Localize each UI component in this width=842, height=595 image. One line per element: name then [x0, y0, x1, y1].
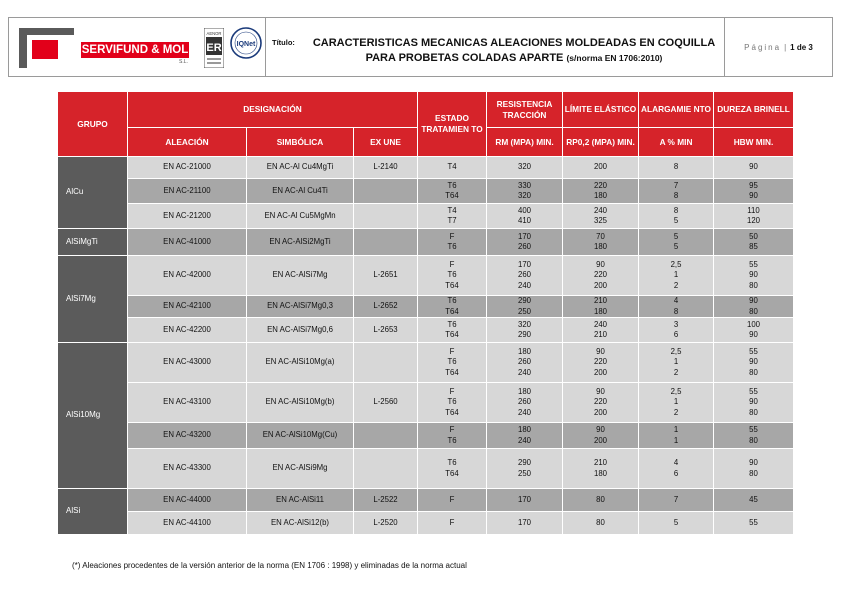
aleacion-cell: EN AC-43100: [128, 383, 247, 423]
a-cell: [639, 423, 714, 449]
estado-cell: [418, 296, 487, 318]
hbw-cell: [714, 157, 794, 179]
hbw-cell: [714, 489, 794, 512]
rp-cell: [563, 449, 639, 489]
estado-cell: [418, 204, 487, 229]
a-cell: [639, 383, 714, 423]
header-ex-une: EX UNE: [354, 128, 418, 157]
iqnet-label: IQNet: [236, 41, 256, 48]
a-cell: [639, 179, 714, 204]
table-row: [58, 296, 794, 318]
logo-area: [9, 18, 266, 76]
rp-value: 240: [594, 205, 608, 215]
aleacion-cell: EN AC-43000: [128, 343, 247, 383]
rp-cell: [563, 256, 639, 296]
document-header: [8, 17, 833, 77]
brand-suffix: S.L.: [179, 59, 188, 65]
estado-cell: [418, 318, 487, 343]
rp-value: 90: [596, 386, 605, 396]
hbw-value: 90: [749, 270, 758, 280]
rm-value: 260: [518, 357, 532, 367]
simbolica-cell: EN AC-AlSi11: [247, 489, 354, 512]
rm-cell: [487, 204, 563, 229]
hbw-value: 90: [749, 458, 758, 467]
rm-value: 260: [518, 270, 532, 280]
table-row: [58, 449, 794, 489]
estado-value: T6: [447, 435, 457, 445]
header-resistencia: RESISTENCIA TRACCIÓN: [487, 92, 563, 128]
rm-value: 240: [518, 280, 532, 290]
rp-value: 180: [594, 468, 608, 478]
a-cell: [639, 512, 714, 535]
rp-cell: [563, 512, 639, 535]
estado-value: T6: [447, 180, 457, 190]
aleacion-cell: EN AC-42200: [128, 318, 247, 343]
rm-value: 330: [518, 180, 532, 190]
rp-value: 180: [594, 191, 608, 200]
rm-value: 240: [518, 435, 532, 445]
simbolica-cell: EN AC-Al Cu4MgTi: [247, 157, 354, 179]
estado-cell: [418, 423, 487, 449]
hbw-value: 90: [749, 397, 758, 407]
hbw-value: 100: [747, 319, 761, 329]
table-row: [58, 179, 794, 204]
rm-value: 320: [518, 162, 532, 172]
hbw-value: 55: [749, 386, 758, 396]
header-aleacion: ALEACIÓN: [128, 128, 247, 157]
aleacion-cell: EN AC-21100: [128, 179, 247, 204]
rp-value: 210: [594, 296, 608, 305]
brand-name: SERVIFUND & MOL: [81, 44, 189, 56]
ex-une-cell: L-2651: [354, 256, 418, 296]
table-row: [58, 343, 794, 383]
hbw-value: 45: [749, 494, 758, 504]
a-value: 8: [673, 306, 679, 316]
rp-cell: [563, 179, 639, 204]
a-value: 2: [673, 407, 679, 417]
rp-value: 180: [594, 306, 608, 316]
table-row: [58, 256, 794, 296]
title-line-2: [304, 51, 724, 66]
estado-value: F: [449, 259, 455, 269]
hbw-value: 55: [749, 517, 758, 527]
estado-value: T6: [447, 357, 457, 367]
hbw-value: 90: [749, 357, 758, 367]
estado-value: F: [449, 494, 455, 504]
simbolica-cell: EN AC-AlSi7Mg: [247, 256, 354, 296]
a-cell: [639, 343, 714, 383]
estado-value: T4: [447, 162, 457, 172]
group-cell: AlCu: [58, 157, 128, 229]
aleacion-cell: EN AC-41000: [128, 229, 247, 256]
aleacion-cell: EN AC-42100: [128, 296, 247, 318]
a-cell: [639, 296, 714, 318]
rm-cell: [487, 512, 563, 535]
estado-value: T6: [447, 397, 457, 407]
hbw-value: 80: [749, 407, 758, 417]
rm-cell: [487, 489, 563, 512]
estado-value: T6: [447, 270, 457, 280]
footnote: (*) Aleaciones procedentes de la versión anterior de la norma (EN 1706 : 1998) y eliminadas de la norma actual: [72, 561, 467, 570]
rm-value: 240: [518, 367, 532, 377]
hbw-value: 95: [749, 180, 758, 190]
rp-value: 220: [594, 397, 608, 407]
a-value: 2,5: [670, 259, 682, 269]
rm-cell: [487, 296, 563, 318]
ex-une-cell: L-2653: [354, 318, 418, 343]
alloy-properties-table: [57, 91, 794, 535]
rp-cell: [563, 489, 639, 512]
a-cell: [639, 157, 714, 179]
rp-value: 80: [596, 517, 605, 527]
rm-value: 290: [518, 330, 532, 339]
a-value: 5: [673, 517, 679, 527]
estado-value: T6: [447, 296, 457, 305]
hbw-value: 110: [747, 205, 760, 215]
group-cell: AlSi10Mg: [58, 343, 128, 489]
title-line-2-text: PARA PROBETAS COLADAS APARTE: [365, 52, 564, 64]
aleacion-cell: EN AC-44000: [128, 489, 247, 512]
rp-value: 210: [594, 330, 608, 339]
simbolica-cell: EN AC-AlSi10Mg(Cu): [247, 423, 354, 449]
a-value: 2: [673, 367, 679, 377]
a-value: 1: [673, 435, 679, 445]
estado-value: F: [449, 517, 455, 527]
hbw-value: 80: [749, 280, 758, 290]
hbw-value: 90: [749, 330, 758, 339]
hbw-cell: [714, 423, 794, 449]
estado-value: T64: [445, 191, 459, 200]
rm-value: 410: [518, 216, 532, 225]
hbw-cell: [714, 256, 794, 296]
servifund-logo-icon: [19, 28, 74, 68]
estado-value: F: [449, 346, 455, 356]
a-value: 1: [673, 425, 679, 434]
aleacion-cell: EN AC-43200: [128, 423, 247, 449]
a-value: 1: [673, 270, 679, 280]
rm-value: 180: [518, 425, 532, 434]
table-row: [58, 229, 794, 256]
rm-value: 250: [518, 306, 532, 316]
a-value: 8: [673, 205, 679, 215]
simbolica-cell: EN AC-AlSi10Mg(b): [247, 383, 354, 423]
rm-cell: [487, 179, 563, 204]
rm-cell: [487, 383, 563, 423]
estado-cell: [418, 449, 487, 489]
rm-value: 320: [518, 319, 532, 329]
ex-une-cell: [354, 449, 418, 489]
rp-cell: [563, 343, 639, 383]
a-cell: [639, 204, 714, 229]
estado-cell: [418, 343, 487, 383]
hbw-value: 85: [749, 242, 758, 251]
a-value: 8: [673, 191, 679, 200]
hbw-value: 55: [749, 259, 758, 269]
hbw-cell: [714, 318, 794, 343]
table-row: [58, 383, 794, 423]
rp-value: 90: [596, 425, 605, 434]
hbw-cell: [714, 343, 794, 383]
rp-value: 90: [596, 346, 605, 356]
rp-cell: [563, 318, 639, 343]
estado-cell: [418, 383, 487, 423]
simbolica-cell: EN AC-AlSi12(b): [247, 512, 354, 535]
aenor-er-badge-icon: [204, 28, 224, 68]
page-number: 1 de 3: [790, 42, 813, 52]
header-limite: LÍMITE ELÁSTICO: [563, 92, 639, 128]
rp-cell: [563, 296, 639, 318]
rm-cell: [487, 423, 563, 449]
header-dureza: DUREZA BRINELL: [714, 92, 794, 128]
a-value: 2,5: [670, 386, 682, 396]
hbw-value: 120: [747, 216, 761, 225]
hbw-cell: [714, 229, 794, 256]
header-estado: ESTADO TRATAMIEN TO: [418, 92, 487, 157]
rp-value: 200: [594, 162, 608, 172]
rp-value: 325: [594, 216, 608, 225]
rp-cell: [563, 383, 639, 423]
rp-value: 220: [594, 270, 608, 280]
rm-value: 180: [518, 346, 532, 356]
estado-value: T7: [447, 216, 457, 225]
a-value: 8: [673, 162, 679, 172]
rm-value: 170: [518, 494, 532, 504]
title-norm: (s/norma EN 1706:2010): [566, 53, 663, 63]
estado-cell: [418, 489, 487, 512]
a-cell: [639, 489, 714, 512]
hbw-value: 55: [749, 346, 758, 356]
rm-cell: [487, 256, 563, 296]
aenor-label: AENOR: [206, 31, 222, 36]
group-cell: AlSi: [58, 489, 128, 535]
hbw-value: 90: [749, 296, 758, 305]
rm-cell: [487, 449, 563, 489]
aleacion-cell: EN AC-21000: [128, 157, 247, 179]
table-row: [58, 157, 794, 179]
a-value: 6: [673, 468, 679, 478]
rm-value: 320: [518, 191, 532, 200]
estado-value: T6: [447, 458, 457, 467]
table-body: [58, 157, 794, 535]
er-label: ER: [206, 42, 222, 54]
rm-value: 180: [518, 386, 532, 396]
table-row: [58, 423, 794, 449]
ex-une-cell: [354, 423, 418, 449]
estado-value: T64: [445, 280, 459, 290]
hbw-value: 80: [749, 468, 758, 478]
a-cell: [639, 318, 714, 343]
a-value: 1: [673, 357, 679, 367]
rm-value: 170: [518, 517, 532, 527]
a-value: 6: [673, 330, 679, 339]
estado-value: T64: [445, 468, 459, 478]
document-title: [304, 36, 724, 66]
simbolica-cell: EN AC-Al Cu4Ti: [247, 179, 354, 204]
estado-cell: [418, 229, 487, 256]
rm-value: 400: [518, 205, 532, 215]
hbw-cell: [714, 449, 794, 489]
estado-value: F: [449, 386, 455, 396]
rp-cell: [563, 229, 639, 256]
a-value: 4: [673, 458, 679, 467]
a-value: 5: [673, 242, 679, 251]
simbolica-cell: EN AC-Al Cu5MgMn: [247, 204, 354, 229]
hbw-value: 80: [749, 367, 758, 377]
hbw-cell: [714, 296, 794, 318]
rp-value: 90: [596, 259, 605, 269]
a-value: 2: [673, 280, 679, 290]
title-area: [266, 18, 725, 76]
estado-value: T6: [447, 319, 457, 329]
hbw-value: 50: [749, 231, 758, 241]
hbw-cell: [714, 512, 794, 535]
estado-value: T64: [445, 407, 459, 417]
simbolica-cell: EN AC-AlSi10Mg(a): [247, 343, 354, 383]
header-alargamiento-unit: A % MIN: [639, 128, 714, 157]
rp-cell: [563, 423, 639, 449]
a-cell: [639, 256, 714, 296]
hbw-value: 80: [749, 435, 758, 445]
ex-une-cell: L-2522: [354, 489, 418, 512]
a-cell: [639, 229, 714, 256]
rm-value: 260: [518, 242, 532, 251]
hbw-value: 80: [749, 306, 758, 316]
ex-une-cell: L-2140: [354, 157, 418, 179]
simbolica-cell: EN AC-AlSi9Mg: [247, 449, 354, 489]
rp-value: 240: [594, 319, 608, 329]
table-row: [58, 512, 794, 535]
page-indicator: [725, 18, 832, 76]
rp-value: 220: [594, 357, 608, 367]
a-value: 2,5: [670, 346, 682, 356]
estado-cell: [418, 512, 487, 535]
a-value: 5: [673, 231, 679, 241]
ex-une-cell: L-2652: [354, 296, 418, 318]
rp-value: 200: [594, 407, 608, 417]
rm-value: 240: [518, 407, 532, 417]
aleacion-cell: EN AC-44100: [128, 512, 247, 535]
hbw-value: 90: [749, 191, 758, 200]
group-cell: AlSiMgTi: [58, 229, 128, 256]
group-cell: AlSi7Mg: [58, 256, 128, 343]
rp-value: 200: [594, 435, 608, 445]
rp-cell: [563, 157, 639, 179]
a-cell: [639, 449, 714, 489]
ex-une-cell: L-2520: [354, 512, 418, 535]
table-row: [58, 489, 794, 512]
a-value: 4: [673, 296, 679, 305]
title-label: Título:: [272, 38, 295, 47]
rm-value: 170: [518, 259, 532, 269]
rm-value: 250: [518, 468, 532, 478]
rm-value: 260: [518, 397, 532, 407]
ex-une-cell: [354, 229, 418, 256]
a-value: 5: [673, 216, 679, 225]
rp-value: 210: [594, 458, 608, 467]
a-value: 7: [673, 180, 679, 190]
a-value: 1: [673, 397, 679, 407]
aleacion-cell: EN AC-42000: [128, 256, 247, 296]
hbw-cell: [714, 204, 794, 229]
rm-value: 290: [518, 296, 532, 305]
rp-value: 200: [594, 280, 608, 290]
estado-value: T4: [447, 205, 457, 215]
page-label: Página: [744, 42, 782, 52]
ex-une-cell: [354, 204, 418, 229]
header-resistencia-unit: RM (MPA) MIN.: [487, 128, 563, 157]
rm-cell: [487, 318, 563, 343]
estado-value: F: [449, 425, 455, 434]
estado-value: T64: [445, 367, 459, 377]
estado-cell: [418, 179, 487, 204]
rm-cell: [487, 343, 563, 383]
rp-value: 180: [594, 242, 608, 251]
a-value: 7: [673, 494, 679, 504]
ex-une-cell: [354, 343, 418, 383]
header-simbolica: SIMBÓLICA: [247, 128, 354, 157]
a-value: 3: [673, 319, 679, 329]
rp-value: 200: [594, 367, 608, 377]
ex-une-cell: [354, 179, 418, 204]
rp-value: 80: [596, 494, 605, 504]
header-designacion: DESIGNACIÓN: [128, 92, 418, 128]
page-separator: |: [784, 42, 787, 52]
rp-value: 70: [596, 231, 605, 241]
simbolica-cell: EN AC-AlSi7Mg0,3: [247, 296, 354, 318]
ex-une-cell: L-2560: [354, 383, 418, 423]
rm-cell: [487, 229, 563, 256]
estado-value: F: [449, 231, 455, 241]
aleacion-cell: EN AC-21200: [128, 204, 247, 229]
estado-value: T64: [445, 330, 459, 339]
table-row: [58, 204, 794, 229]
header-dureza-unit: HBW MIN.: [714, 128, 794, 157]
rm-value: 290: [518, 458, 532, 467]
hbw-cell: [714, 383, 794, 423]
hbw-cell: [714, 179, 794, 204]
hbw-value: 55: [749, 425, 758, 434]
header-grupo: GRUPO: [58, 92, 128, 157]
rp-value: 220: [594, 180, 608, 190]
table-row: [58, 318, 794, 343]
rm-cell: [487, 157, 563, 179]
estado-value: T6: [447, 242, 457, 251]
estado-cell: [418, 157, 487, 179]
estado-cell: [418, 256, 487, 296]
hbw-value: 90: [749, 162, 758, 172]
estado-value: T64: [445, 306, 459, 316]
aleacion-cell: EN AC-43300: [128, 449, 247, 489]
rp-cell: [563, 204, 639, 229]
rm-value: 170: [518, 231, 532, 241]
simbolica-cell: EN AC-AlSi7Mg0,6: [247, 318, 354, 343]
header-alargamiento: ALARGAMIE NTO: [639, 92, 714, 128]
iqnet-badge-icon: [230, 27, 262, 59]
header-limite-unit: RP0,2 (MPA) MIN.: [563, 128, 639, 157]
simbolica-cell: EN AC-AlSi2MgTi: [247, 229, 354, 256]
title-line-1: CARACTERISTICAS MECANICAS ALEACIONES MOLDEADAS EN COQUILLA: [312, 37, 716, 49]
